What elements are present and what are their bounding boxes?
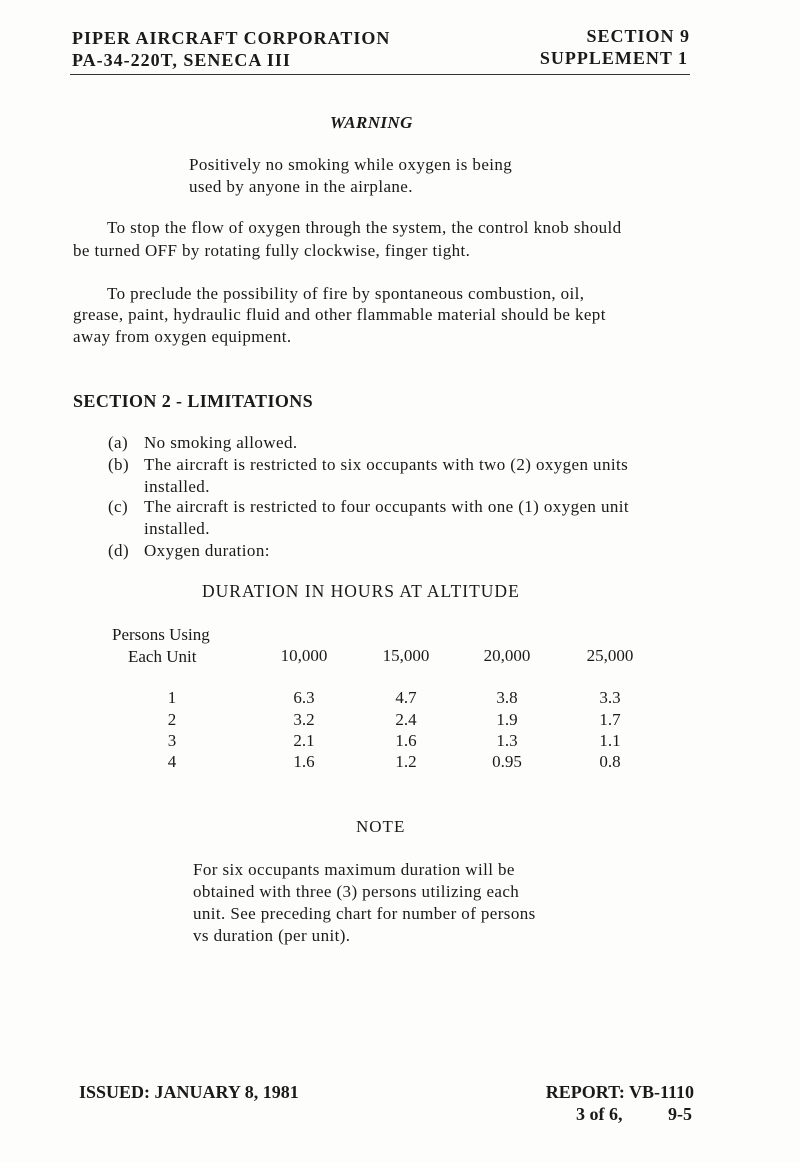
table-cell: 1.2 bbox=[395, 752, 417, 771]
limitation-text-b: The aircraft is restricted to six occupants with two (2) oxygen units bbox=[144, 455, 629, 474]
table-persons: 1 bbox=[167, 688, 177, 707]
warning-title: WARNING bbox=[330, 113, 413, 132]
table-cell: 6.3 bbox=[293, 688, 315, 707]
para1-line-2: be turned OFF by rotating fully clockwise, finger tight. bbox=[73, 241, 471, 260]
limitation-label-b: (b) bbox=[108, 455, 130, 474]
footer-issued: ISSUED: JANUARY 8, 1981 bbox=[79, 1082, 299, 1102]
note-line-2: obtained with three (3) persons utilizing each bbox=[193, 882, 520, 901]
limitation-label-c: (c) bbox=[108, 497, 129, 516]
para1-line-1: To stop the flow of oxygen through the system, the control knob should bbox=[107, 218, 622, 237]
altitude-header: 15,000 bbox=[382, 646, 430, 665]
table-cell: 1.6 bbox=[395, 731, 417, 750]
table-cell: 1.7 bbox=[599, 710, 621, 729]
row-header-line-2: Each Unit bbox=[128, 647, 197, 666]
header-supplement: SUPPLEMENT 1 bbox=[539, 48, 688, 68]
para2-line-2: grease, paint, hydraulic fluid and other flammable material should be kept bbox=[73, 305, 606, 324]
table-cell: 2.1 bbox=[293, 731, 315, 750]
warning-line-1: Positively no smoking while oxygen is being bbox=[189, 155, 513, 174]
header-company: PIPER AIRCRAFT CORPORATION bbox=[72, 28, 391, 48]
table-cell: 2.4 bbox=[395, 710, 417, 729]
note-line-3: unit. See preceding chart for number of persons bbox=[193, 904, 536, 923]
table-cell: 1.1 bbox=[599, 731, 621, 750]
table-persons: 3 bbox=[167, 731, 177, 750]
header-model: PA-34-220T, SENECA III bbox=[72, 50, 291, 70]
limitation-label-d: (d) bbox=[108, 541, 130, 560]
warning-line-2: used by anyone in the airplane. bbox=[189, 177, 413, 196]
limitation-text-c: The aircraft is restricted to four occupants with one (1) oxygen unit bbox=[144, 497, 630, 516]
altitude-header: 25,000 bbox=[586, 646, 634, 665]
footer-page-number: 9-5 bbox=[668, 1104, 692, 1124]
para2-line-3: away from oxygen equipment. bbox=[73, 327, 292, 346]
table-cell: 4.7 bbox=[395, 688, 417, 707]
table-persons: 4 bbox=[167, 752, 177, 771]
table-title: DURATION IN HOURS AT ALTITUDE bbox=[202, 581, 520, 601]
note-title: NOTE bbox=[356, 817, 406, 836]
table-cell: 3.3 bbox=[599, 688, 621, 707]
table-cell: 1.6 bbox=[293, 752, 315, 771]
limitation-label-a: (a) bbox=[108, 433, 129, 452]
table-cell: 0.8 bbox=[599, 752, 621, 771]
table-cell: 3.2 bbox=[293, 710, 315, 729]
limitation-text-d: Oxygen duration: bbox=[144, 541, 270, 560]
para2-line-1: To preclude the possibility of fire by spontaneous combustion, oil, bbox=[107, 284, 585, 303]
limitation-text-a: No smoking allowed. bbox=[144, 433, 298, 452]
footer-page: 3 of 6, bbox=[576, 1104, 623, 1124]
header-section: SECTION 9 bbox=[586, 26, 690, 46]
altitude-header: 10,000 bbox=[280, 646, 328, 665]
table-cell: 1.3 bbox=[496, 731, 518, 750]
table-cell: 0.95 bbox=[492, 752, 522, 771]
table-cell: 3.8 bbox=[496, 688, 518, 707]
table-cell: 1.9 bbox=[496, 710, 518, 729]
table-persons: 2 bbox=[167, 710, 177, 729]
note-line-1: For six occupants maximum duration will be bbox=[193, 860, 515, 879]
header-rule bbox=[70, 74, 690, 75]
altitude-header: 20,000 bbox=[483, 646, 531, 665]
row-header-line-1: Persons Using bbox=[112, 625, 210, 644]
limitation-text-b-cont: installed. bbox=[144, 477, 210, 496]
note-line-4: vs duration (per unit). bbox=[193, 926, 351, 945]
limitation-text-c-cont: installed. bbox=[144, 519, 210, 538]
section2-title: SECTION 2 - LIMITATIONS bbox=[73, 391, 314, 411]
footer-report: REPORT: VB-1110 bbox=[545, 1082, 694, 1102]
